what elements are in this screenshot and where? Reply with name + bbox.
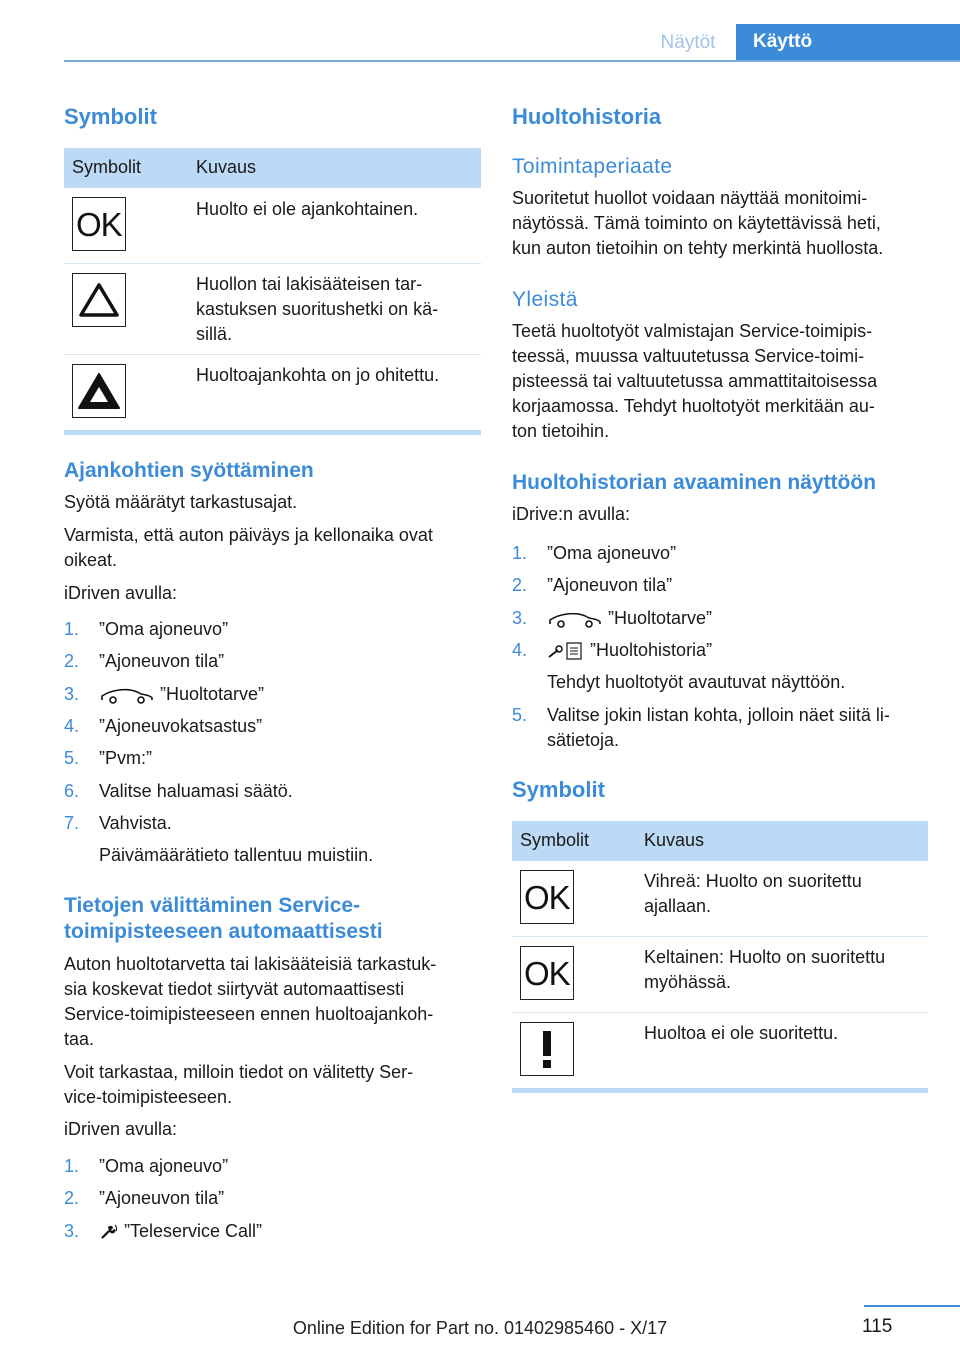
open-p: iDrive:n avulla: [512, 504, 631, 524]
ok-green-icon: OK [520, 870, 574, 924]
dates-p3: iDriven avulla: [64, 583, 178, 603]
table2-row1-desc [644, 869, 862, 919]
ok-yellow-icon: OK [520, 946, 574, 1000]
dates-p2a: Varmista, että auton päiväys ja kellonaika ovat [64, 525, 433, 545]
general-heading: Yleistä [512, 288, 578, 311]
header-tab-displays[interactable]: Näytöt [660, 32, 716, 53]
transfer-p1-line4: taa. [64, 1029, 95, 1049]
table1-end [64, 430, 481, 435]
general-line5: ton tietoihin. [512, 421, 610, 441]
table2-col-desc: Kuvaus [644, 830, 705, 850]
dates-heading: Ajankohtien syöttäminen [64, 459, 314, 482]
dates-p1: Syötä määrätyt tarkastusajat. [64, 492, 298, 512]
open-result: Tehdyt huoltotyöt avautuvat näyttöön. [547, 672, 846, 692]
footer-rule [864, 1305, 960, 1307]
transfer-p1-line3: Service-toimipisteeseen ennen huoltoajankoh- [64, 1004, 434, 1024]
principle-line2: näytössä. Tämä toiminto on käytettävissä heti, [512, 213, 881, 233]
table2-row-sep [512, 1012, 928, 1013]
transfer-p2-line2: vice-toimipisteeseen. [64, 1087, 233, 1107]
warning-triangle-icon [72, 273, 126, 327]
table1-row2-line1: Huollon tai lakisääteisen tar- [196, 274, 423, 294]
dates-step-3-label: ”Huoltotarve” [160, 684, 265, 704]
table2-col-symbol: Symbolit [520, 830, 590, 850]
principle-line1: Suoritetut huollot voidaan näyttää monitoimi- [512, 188, 868, 208]
open-heading: Huoltohistorian avaaminen näyttöön [512, 471, 877, 494]
table1-row2-line2: kastuksen suoritushetki on kä- [196, 299, 439, 319]
header-rule [64, 60, 960, 62]
table2-row1-line1: Vihreä: Huolto on suoritettu [644, 871, 862, 891]
general-line4: korjaamossa. Tehdyt huoltotyöt merkitään au- [512, 396, 875, 416]
ok-symbol-icon: OK [72, 197, 126, 251]
table1-row3-desc: Huoltoajankohta on jo ohitettu. [196, 365, 440, 385]
history-heading: Huoltohistoria [512, 104, 662, 129]
table1-row2-line3: sillä. [196, 324, 233, 344]
right-symbols-heading: Symbolit [512, 777, 605, 802]
open-step5-cont: sätietoja. [547, 730, 620, 750]
transfer-p3: iDriven avulla: [64, 1119, 178, 1139]
transfer-p2-line1: Voit tarkastaa, milloin tiedot on välitetty Ser- [64, 1062, 414, 1082]
car-service-icon [99, 686, 155, 704]
principle-heading: Toimintaperiaate [512, 155, 673, 178]
table1-col-desc: Kuvaus [196, 157, 257, 177]
table1-col-symbol: Symbolit [72, 157, 142, 177]
transfer-heading-line1: Tietojen välittäminen Service- [64, 894, 361, 917]
table1-row1-desc: Huolto ei ole ajankohtainen. [196, 199, 419, 219]
header-tab-operation[interactable] [736, 24, 960, 62]
warning-filled-icon [72, 364, 126, 418]
wrench-call-icon [99, 1223, 119, 1241]
table2-header [512, 821, 928, 861]
table2-row-sep [512, 936, 928, 937]
transfer-step-3-label: ”Teleservice Call” [124, 1221, 263, 1241]
table2-row1-line2: ajallaan. [644, 896, 712, 916]
dates-p2b: oikeat. [64, 550, 118, 570]
left-symbols-heading: Symbolit [64, 104, 157, 129]
table1-row2-desc [196, 272, 438, 347]
general-line3: pisteessä tai valtuutetussa ammattitaitoisessa [512, 371, 878, 391]
table1-header [64, 148, 481, 188]
principle-line3: kun auton tietoihin on tehty merkintä huollosta. [512, 238, 884, 258]
service-history-icon [547, 641, 585, 661]
car-service-icon [547, 610, 603, 628]
transfer-heading-line2: toimipisteeseen automaattisesti [64, 920, 383, 943]
dates-result: Päivämäärätieto tallentuu muistiin. [99, 845, 374, 865]
open-step-3-label: ”Huoltotarve” [608, 608, 713, 628]
table1-row-sep [64, 354, 481, 355]
general-line2: teessä, muussa valtuutetussa Service-toimi- [512, 346, 865, 366]
table2-row3-desc: Huoltoa ei ole suoritettu. [644, 1023, 839, 1043]
open-step-4-label: ”Huoltohistoria” [590, 640, 713, 660]
exclamation-icon [520, 1022, 574, 1076]
header-tab-operation-label: Käyttö [753, 31, 813, 52]
footer-edition: Online Edition for Part no. 01402985460 - X/17 [292, 1318, 668, 1338]
transfer-p1-line1: Auton huoltotarvetta tai lakisääteisiä tarkastuk- [64, 954, 437, 974]
table1-row-sep [64, 263, 481, 264]
table2-end [512, 1088, 928, 1093]
general-line1: Teetä huoltotyöt valmistajan Service-toimipis- [512, 321, 873, 341]
table2-row2-line2: myöhässä. [644, 972, 732, 992]
table2-row2-desc [644, 945, 885, 995]
page-number: 115 [862, 1316, 893, 1337]
table2-row2-line1: Keltainen: Huolto on suoritettu [644, 947, 886, 967]
transfer-p1-line2: sia koskevat tiedot siirtyvät automaattisesti [64, 979, 405, 999]
